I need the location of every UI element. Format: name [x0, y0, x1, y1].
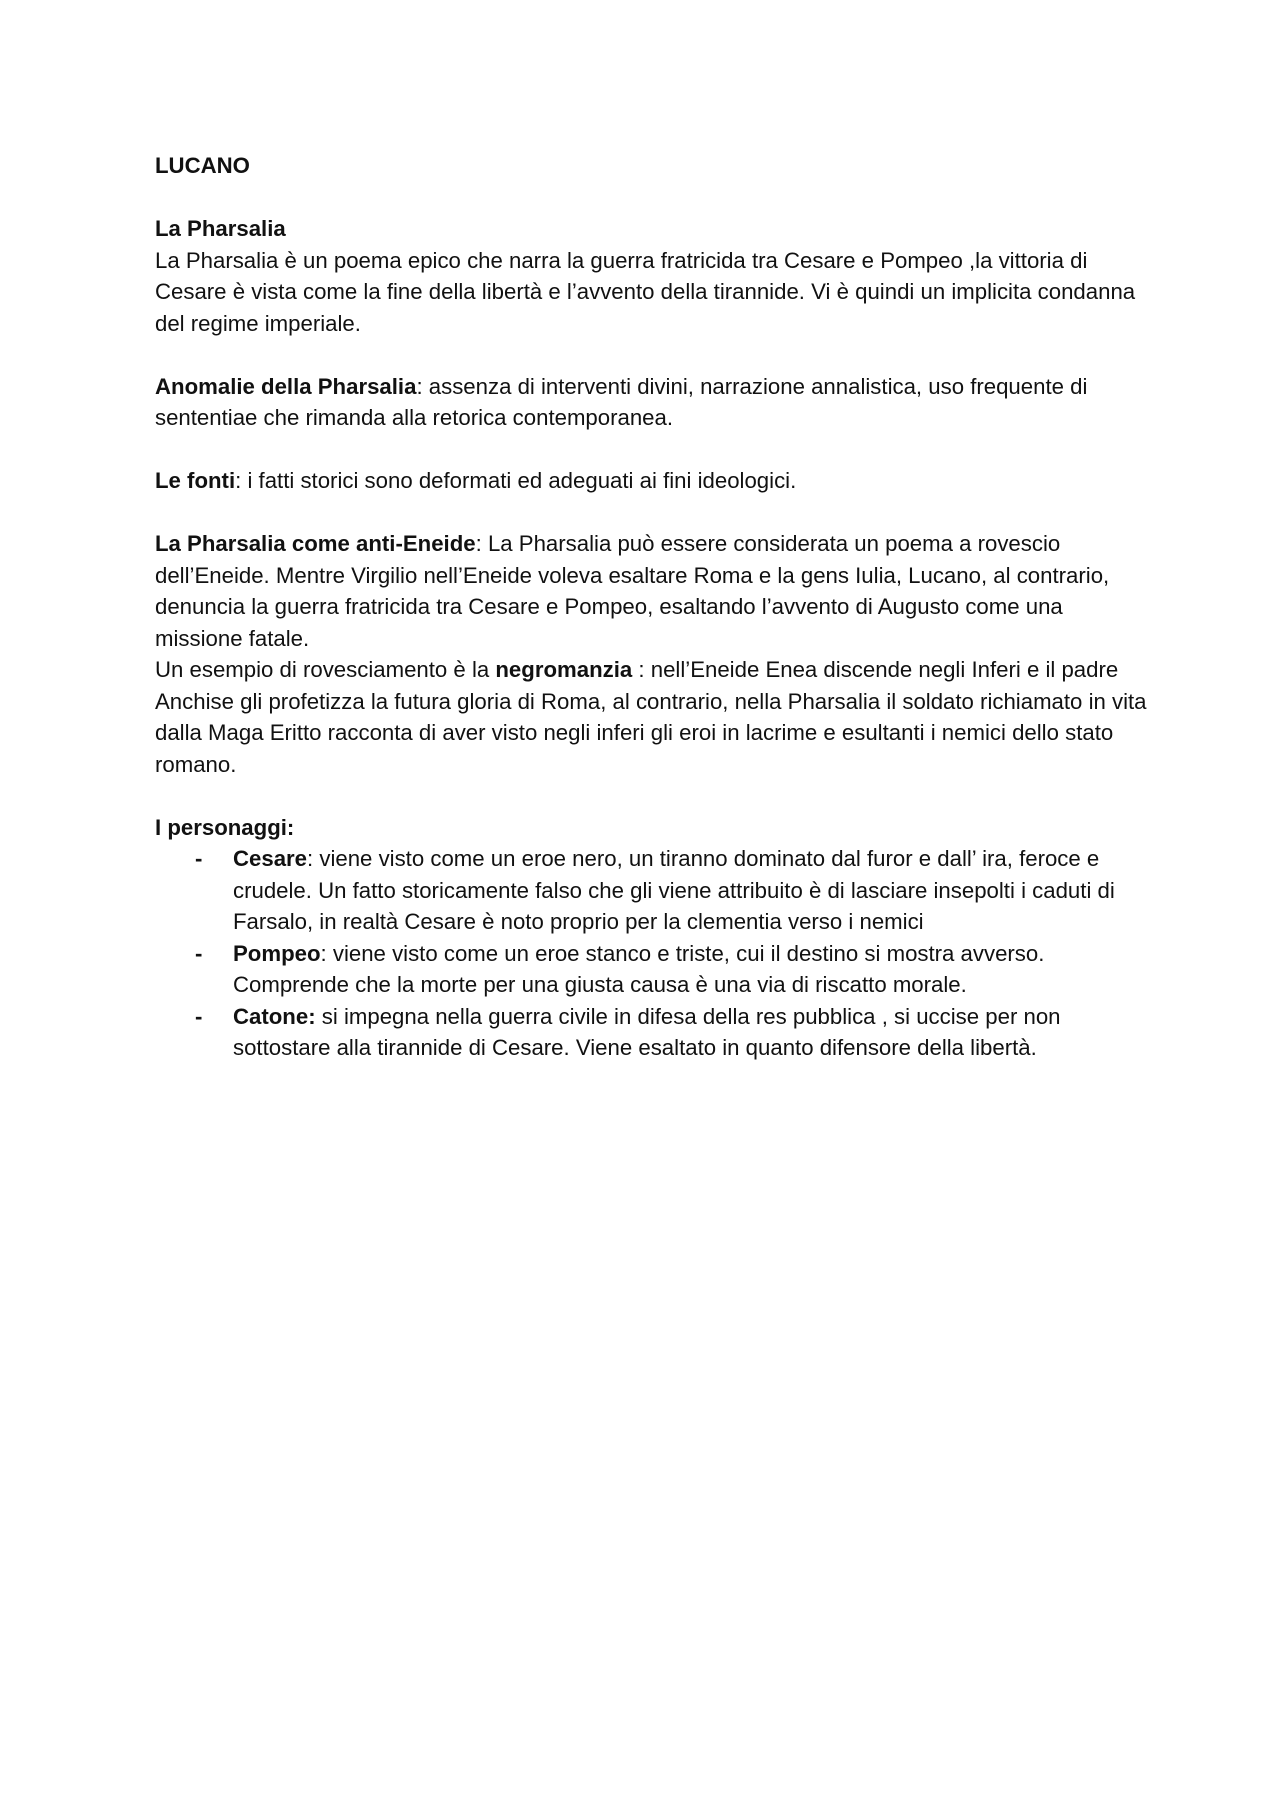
- character-name: Catone:: [233, 1003, 316, 1029]
- list-bullet: -: [195, 846, 203, 871]
- personaggi-heading-text: I personaggi:: [155, 814, 295, 840]
- list-item-pompeo: [155, 938, 1155, 1001]
- character-name: Pompeo: [233, 940, 321, 966]
- personaggi-heading: [155, 812, 1155, 844]
- personaggi-list: [155, 843, 1155, 1064]
- document-title: LUCANO: [155, 153, 250, 178]
- character-description: : viene visto come un eroe stanco e triste, cui il destino si mostra avverso. Comprende che la morte per una giusta causa è una via di riscatto morale.: [233, 940, 1045, 997]
- negromanzia-post: : nell’Eneide Enea discende negli Inferi e il padre Anchise gli profetizza la futura gloria di Roma, al contrario, nella Pharsalia il soldato richiamato in vita dalla Maga Eritto racconta di aver visto negli inferi gli eroi in lacrime e esultanti i nemici dello stato romano.: [155, 657, 1147, 777]
- pharsalia-heading: [155, 213, 1155, 245]
- list-item-cesare: [155, 843, 1155, 938]
- character-description: : viene visto come un eroe nero, un tiranno dominato dal furor e dall’ ira, feroce e crudele. Un fatto storicamente falso che gli viene attribuito è di lasciare insepolti i caduti di Farsalo, in realtà Cesare è noto proprio per la clementia verso i nemici: [233, 846, 1115, 934]
- anomalie-paragraph: [155, 371, 1155, 434]
- anomalie-text: : assenza di interventi divini, narrazione annalistica, uso frequente di sententiae che rimanda alla retorica contemporanea.: [155, 373, 1088, 430]
- spacer: [155, 780, 1155, 812]
- pharsalia-paragraph: La Pharsalia è un poema epico che narra la guerra fratricida tra Cesare e Pompeo ,la vittoria di Cesare è vista come la fine della libertà e l’avvento della tirannide. Vi è quindi un implicita condanna del regime imperiale.: [155, 247, 1136, 336]
- list-item-catone: [155, 1001, 1155, 1064]
- negromanzia-pre: Un esempio di rovesciamento è la: [155, 657, 496, 682]
- fonti-text: : i fatti storici sono deformati ed adeguati ai fini ideologici.: [235, 468, 797, 493]
- anti-eneide-paragraph: [155, 528, 1155, 654]
- spacer: [155, 497, 1155, 529]
- document-page: [155, 150, 1155, 1064]
- character-description: si impegna nella guerra civile in difesa della res pubblica , si uccise per non sottostare alla tirannide di Cesare. Viene esaltato in quanto difensore della libertà.: [233, 1003, 1061, 1060]
- fonti-paragraph: [155, 465, 1155, 497]
- anomalie-label: Anomalie della Pharsalia: [155, 373, 417, 399]
- anti-eneide-label: La Pharsalia come anti-Eneide: [155, 531, 476, 556]
- negromanzia-term: negromanzia: [495, 657, 633, 682]
- anti-eneide-text: : La Pharsalia può essere considerata un poema a rovescio dell’Eneide. Mentre Virgilio nell’Eneide voleva esaltare Roma e la gens Iulia, Lucano, al contrario, denuncia la guerra fratricida tra Cesare e Pompeo, esaltando l’avvento di Augusto come una missione fatale.: [155, 531, 1110, 651]
- spacer: [155, 182, 1155, 214]
- fonti-label: Le fonti: [155, 468, 236, 493]
- pharsalia-heading-text: La Pharsalia: [155, 216, 286, 241]
- list-bullet: -: [195, 940, 203, 966]
- negromanzia-paragraph: [155, 654, 1155, 780]
- list-bullet: -: [195, 1003, 203, 1029]
- spacer: [155, 339, 1155, 371]
- spacer: [155, 434, 1155, 466]
- character-name: Cesare: [233, 846, 308, 871]
